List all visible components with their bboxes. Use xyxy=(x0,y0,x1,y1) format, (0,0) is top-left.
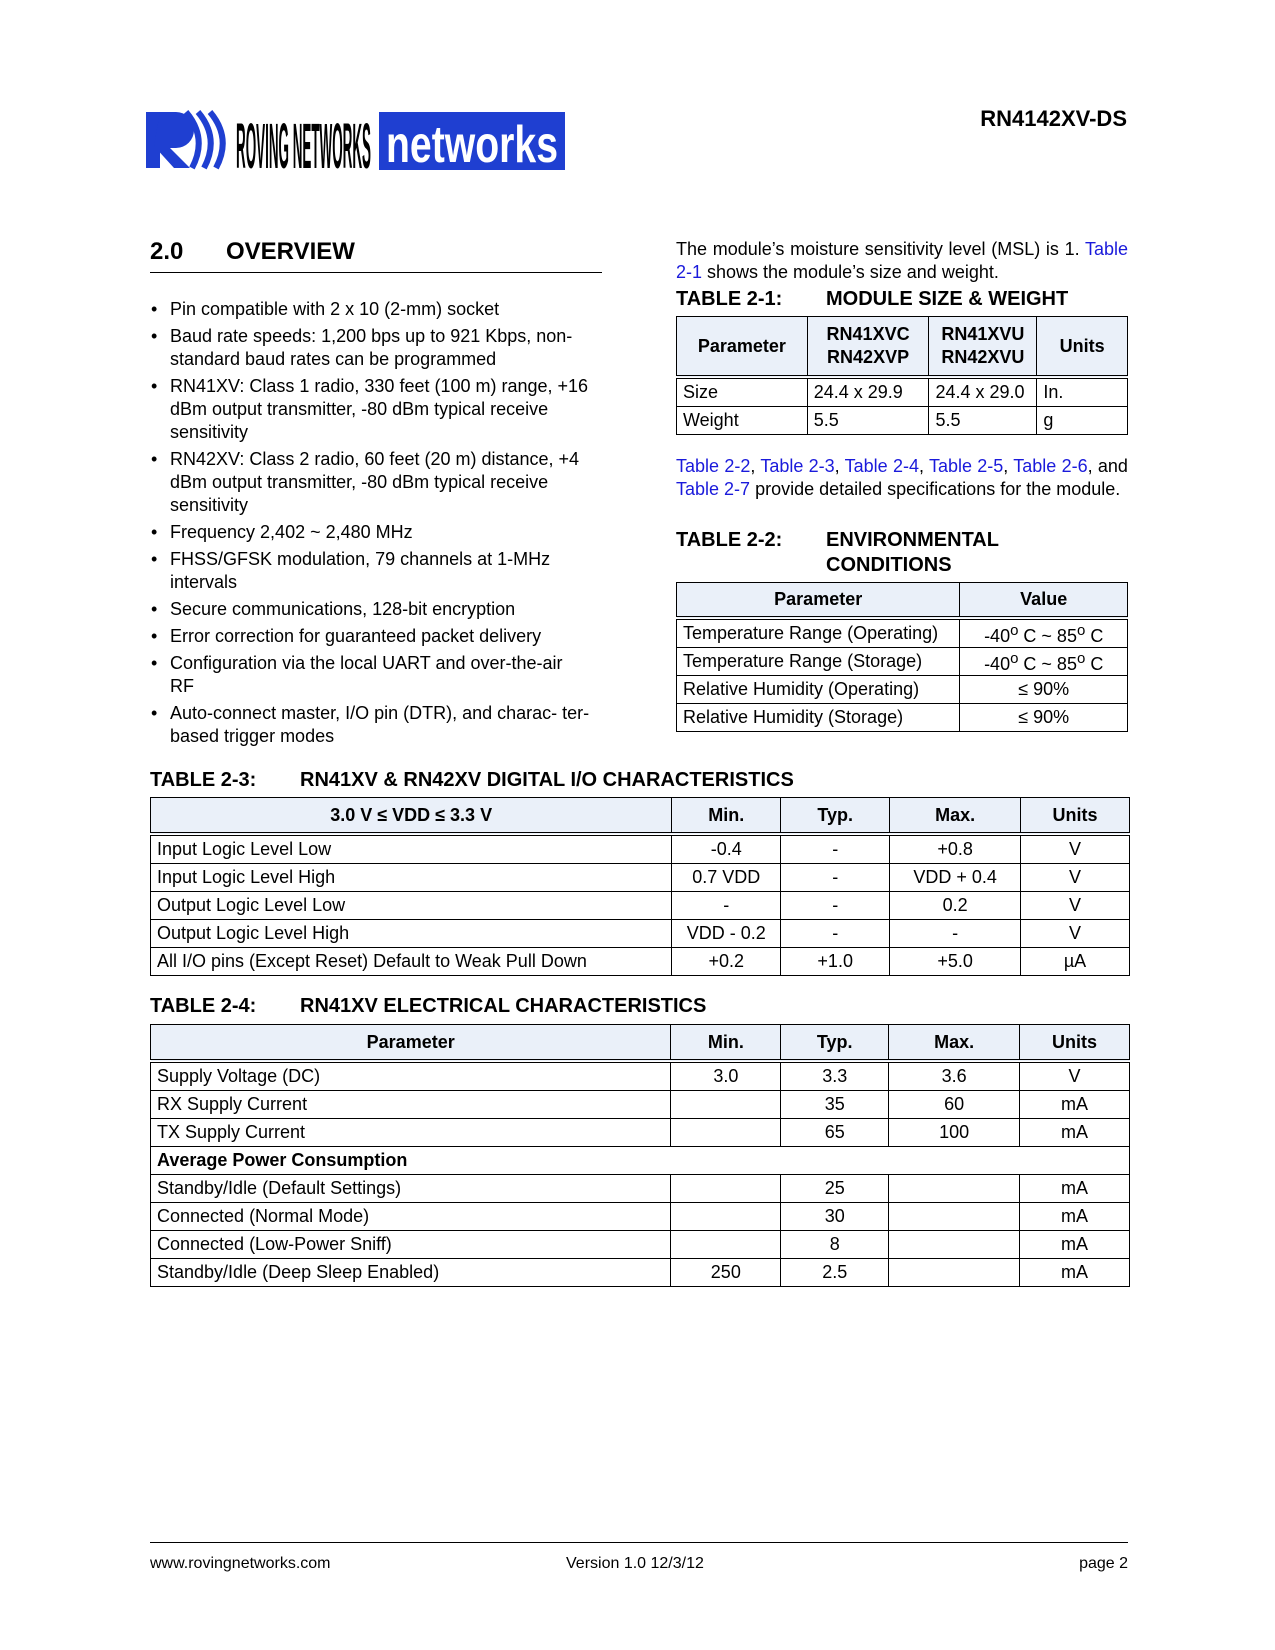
table-cell: 250 xyxy=(671,1259,781,1287)
table-cell: Input Logic Level Low xyxy=(151,834,672,864)
module-size-table xyxy=(676,316,1128,435)
table-row xyxy=(677,618,1128,648)
table-2-4-caption xyxy=(150,994,1130,1020)
table-label: TABLE 2-2: xyxy=(676,529,783,551)
table-cell: Output Logic Level Low xyxy=(151,892,672,920)
table-row xyxy=(151,1175,1130,1203)
table-row xyxy=(151,920,1130,948)
table-cell: 25 xyxy=(781,1175,889,1203)
table-cell: mA xyxy=(1020,1175,1130,1203)
table-2-3-caption xyxy=(150,768,1130,794)
table-cell xyxy=(671,1203,781,1231)
table-cell: All I/O pins (Except Reset) Default to Weak Pull Down xyxy=(151,948,672,976)
table-cell: -0.4 xyxy=(672,834,781,864)
table-cell: V xyxy=(1021,834,1130,864)
list-item: • Baud rate speeds: 1,200 bps up to 921 Kbps, non-standard baud rates can be programmed xyxy=(150,325,590,371)
table-cell: 5.5 xyxy=(929,407,1037,435)
table-row xyxy=(151,1231,1130,1259)
list-item: • RN41XV: Class 1 radio, 330 feet (100 m) range, +16 dBm output transmitter, -80 dBm typical receive sensitivity xyxy=(150,375,590,444)
footer-url[interactable]: www.rovingnetworks.com xyxy=(150,1555,331,1572)
table-cell: 3.3 xyxy=(781,1061,889,1091)
table-cell: 24.4 x 29.0 xyxy=(929,377,1037,407)
table-cell: Temperature Range (Storage) xyxy=(677,648,960,676)
list-item: • Configuration via the local UART and over-the-air RF xyxy=(150,652,590,698)
paragraph-text: and xyxy=(1097,456,1128,476)
table-cell: In. xyxy=(1037,377,1128,407)
column-header: Parameter xyxy=(677,583,960,619)
table-2-4-link[interactable]: Table 2-4 xyxy=(844,456,919,476)
table-cell: 60 xyxy=(889,1091,1020,1119)
table-cell: VDD - 0.2 xyxy=(672,920,781,948)
roving-networks-logo xyxy=(146,108,586,180)
table-cell: V xyxy=(1021,892,1130,920)
table-cell xyxy=(671,1231,781,1259)
section-title: OVERVIEW xyxy=(226,238,355,265)
table-cell xyxy=(671,1091,781,1119)
list-item: • Frequency 2,402 ~ 2,480 MHz xyxy=(150,521,590,544)
column-header: 3.0 V ≤ VDD ≤ 3.3 V xyxy=(151,798,672,835)
table-2-1-link[interactable]: Table 2-1 xyxy=(676,239,1128,282)
table-cell: +0.8 xyxy=(890,834,1021,864)
table-cell: Standby/Idle (Default Settings) xyxy=(151,1175,671,1203)
table-2-1-caption xyxy=(676,287,1136,313)
table-title: MODULE SIZE & WEIGHT xyxy=(826,288,1069,310)
table-row xyxy=(151,1203,1130,1231)
table-cell: - xyxy=(672,892,781,920)
column-header: Units xyxy=(1021,798,1130,835)
table-cell: mA xyxy=(1020,1259,1130,1287)
table-cell: Relative Humidity (Storage) xyxy=(677,704,960,732)
table-cell: - xyxy=(781,892,890,920)
table-row xyxy=(677,407,1128,435)
column-header: Max. xyxy=(889,1025,1020,1062)
column-header: Typ. xyxy=(781,1025,889,1062)
column-header: Parameter xyxy=(677,317,808,378)
table-cell: Temperature Range (Operating) xyxy=(677,618,960,648)
table-cell: 100 xyxy=(889,1119,1020,1147)
table-label: TABLE 2-4: xyxy=(150,995,257,1017)
feature-list xyxy=(150,298,590,752)
table-cell xyxy=(671,1175,781,1203)
table-cell: 35 xyxy=(781,1091,889,1119)
table-cell: mA xyxy=(1020,1231,1130,1259)
table-row xyxy=(151,1119,1130,1147)
table-2-6-link[interactable]: Table 2-6 xyxy=(1013,456,1088,476)
list-item: • FHSS/GFSK modulation, 79 channels at 1-MHz intervals xyxy=(150,548,590,594)
table-cell: V xyxy=(1021,864,1130,892)
table-cell: VDD + 0.4 xyxy=(890,864,1021,892)
table-cell: RX Supply Current xyxy=(151,1091,671,1119)
table-cell: Relative Humidity (Operating) xyxy=(677,676,960,704)
svg-text:networks: networks xyxy=(386,116,558,174)
column-header: Min. xyxy=(671,1025,781,1062)
section-heading xyxy=(150,236,602,273)
table-label: TABLE 2-3: xyxy=(150,769,257,791)
column-header: Units xyxy=(1037,317,1128,378)
table-cell: +0.2 xyxy=(672,948,781,976)
table-cell: 3.0 xyxy=(671,1061,781,1091)
table-title: ENVIRONMENTAL CONDITIONS xyxy=(826,529,999,576)
group-title: Average Power Consumption xyxy=(151,1147,1130,1175)
column-header: Min. xyxy=(672,798,781,835)
digital-io-table xyxy=(150,797,1130,976)
table-row xyxy=(151,1091,1130,1119)
table-row xyxy=(677,676,1128,704)
table-title: RN41XV & RN42XV DIGITAL I/O CHARACTERISTICS xyxy=(300,769,794,791)
table-cell: Output Logic Level High xyxy=(151,920,672,948)
section-number: 2.0 xyxy=(150,238,184,265)
footer-version: Version 1.0 12/3/12 xyxy=(566,1555,704,1572)
document-id: RN4142XV-DS xyxy=(980,106,1127,131)
column-header: Typ. xyxy=(781,798,890,835)
table-cell: 24.4 x 29.9 xyxy=(807,377,929,407)
paragraph-text: provide detailed specifications for the module. xyxy=(750,479,1121,499)
footer-page-number: page 2 xyxy=(1079,1555,1128,1572)
table-cell: V xyxy=(1021,920,1130,948)
table-group-row xyxy=(151,1147,1130,1175)
paragraph-text: The module’s moisture sensitivity level (MSL) is 1. xyxy=(676,239,1085,259)
logo-text-roving: ROVING NETWORKS xyxy=(236,110,371,180)
table-cell xyxy=(889,1203,1020,1231)
electrical-characteristics-table xyxy=(150,1024,1130,1287)
table-title: RN41XV ELECTRICAL CHARACTERISTICS xyxy=(300,995,707,1017)
table-cell: - xyxy=(781,834,890,864)
table-cell: ≤ 90% xyxy=(960,676,1128,704)
table-2-7-link[interactable]: Table 2-7 xyxy=(676,479,751,499)
table-cell: Weight xyxy=(677,407,808,435)
table-row xyxy=(151,864,1130,892)
table-2-2-caption xyxy=(676,528,1136,580)
table-cell: Standby/Idle (Deep Sleep Enabled) xyxy=(151,1259,671,1287)
column-header: RN41XVC RN42XVP xyxy=(807,317,929,378)
column-header: RN41XVU RN42XVU xyxy=(929,317,1037,378)
table-cell: g xyxy=(1037,407,1128,435)
table-cell: 65 xyxy=(781,1119,889,1147)
table-cell: -40$^o$ C ~ 85$^o$ C xyxy=(960,648,1128,676)
table-cell: +1.0 xyxy=(781,948,890,976)
table-cell: +5.0 xyxy=(890,948,1021,976)
table-cell: 5.5 xyxy=(807,407,929,435)
table-cell: 0.2 xyxy=(890,892,1021,920)
table-cell xyxy=(889,1231,1020,1259)
table-cell xyxy=(671,1119,781,1147)
table-row xyxy=(151,948,1130,976)
table-cell: TX Supply Current xyxy=(151,1119,671,1147)
table-2-3-link[interactable]: Table 2-3 xyxy=(760,456,835,476)
table-row xyxy=(677,648,1128,676)
table-cell: - xyxy=(781,920,890,948)
table-cell: 30 xyxy=(781,1203,889,1231)
table-cell: Connected (Normal Mode) xyxy=(151,1203,671,1231)
column-header: Units xyxy=(1020,1025,1130,1062)
list-item: • Error correction for guaranteed packet delivery xyxy=(150,625,590,648)
msl-paragraph xyxy=(676,238,1128,284)
table-cell: Size xyxy=(677,377,808,407)
column-header: Value xyxy=(960,583,1128,619)
table-cell: 3.6 xyxy=(889,1061,1020,1091)
table-row xyxy=(151,1259,1130,1287)
table-row xyxy=(151,834,1130,864)
table-cell: Supply Voltage (DC) xyxy=(151,1061,671,1091)
environmental-conditions-table xyxy=(676,582,1128,732)
table-cell xyxy=(889,1259,1020,1287)
column-header: Parameter xyxy=(151,1025,671,1062)
table-cell: mA xyxy=(1020,1119,1130,1147)
table-2-2-link[interactable]: Table 2-2 xyxy=(676,456,751,476)
list-item: • Pin compatible with 2 x 10 (2-mm) socket xyxy=(150,298,590,321)
table-cell: - xyxy=(890,920,1021,948)
footer-divider xyxy=(150,1542,1128,1543)
table-cell: µA xyxy=(1021,948,1130,976)
table-cell: 2.5 xyxy=(781,1259,889,1287)
table-cell: mA xyxy=(1020,1091,1130,1119)
table-row xyxy=(151,1061,1130,1091)
table-cell: Input Logic Level High xyxy=(151,864,672,892)
table-cell: ≤ 90% xyxy=(960,704,1128,732)
list-item: • Secure communications, 128-bit encryption xyxy=(150,598,590,621)
table-label: TABLE 2-1: xyxy=(676,288,783,310)
specs-paragraph: Table 2-2, Table 2-3, Table 2-4, Table 2-5, Table 2-6, and Table 2-7 provide detailed specifications for the module. xyxy=(676,456,1128,499)
table-row xyxy=(677,704,1128,732)
table-cell xyxy=(889,1175,1020,1203)
table-cell: -40$^o$ C ~ 85$^o$ C xyxy=(960,618,1128,648)
table-row xyxy=(677,377,1128,407)
list-item: • RN42XV: Class 2 radio, 60 feet (20 m) distance, +4 dBm output transmitter, -80 dBm typical receive sensitivity xyxy=(150,448,590,517)
table-2-5-link[interactable]: Table 2-5 xyxy=(928,456,1004,476)
table-row xyxy=(151,892,1130,920)
table-cell: mA xyxy=(1020,1203,1130,1231)
table-cell: 8 xyxy=(781,1231,889,1259)
paragraph-text: shows the module’s size and weight. xyxy=(702,262,999,282)
table-cell: 0.7 VDD xyxy=(672,864,781,892)
table-cell: V xyxy=(1020,1061,1130,1091)
list-item: • Auto-connect master, I/O pin (DTR), and charac- ter-based trigger modes xyxy=(150,702,590,748)
table-cell: Connected (Low-Power Sniff) xyxy=(151,1231,671,1259)
column-header: Max. xyxy=(890,798,1021,835)
table-cell: - xyxy=(781,864,890,892)
